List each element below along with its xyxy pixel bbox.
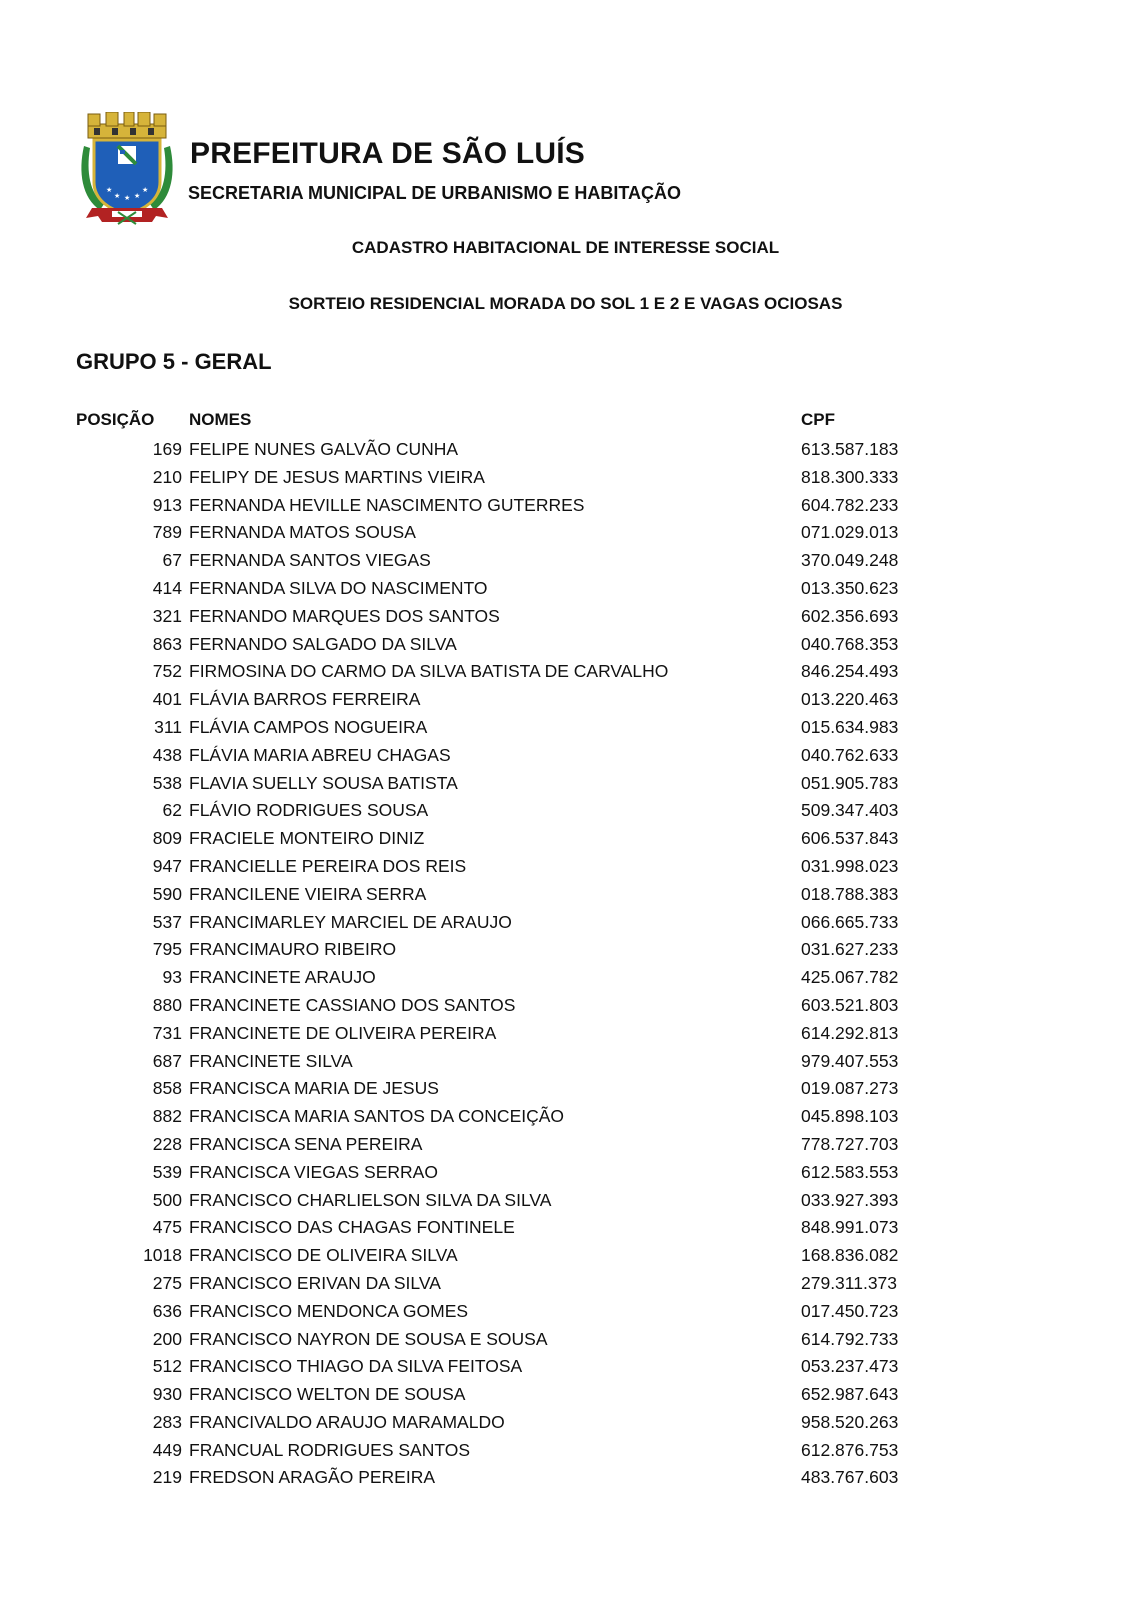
table-row: [0, 1437, 1131, 1465]
svg-text:★: ★: [124, 195, 131, 202]
row-name: FLÁVIA CAMPOS NOGUEIRA: [189, 716, 428, 737]
row-name: FRANCISCO MENDONCA GOMES: [189, 1300, 469, 1321]
row-cpf: 015.634.983: [801, 716, 899, 737]
table-row: [0, 964, 1131, 992]
row-cpf: 019.087.273: [801, 1078, 899, 1099]
row-cpf: 425.067.782: [801, 967, 899, 988]
row-name: FRANCISCA SENA PEREIRA: [189, 1133, 423, 1154]
row-position: 401: [152, 689, 182, 710]
row-cpf: 483.767.603: [801, 1467, 899, 1488]
row-position: 438: [152, 744, 182, 765]
row-cpf: 958.520.263: [801, 1411, 899, 1432]
row-cpf: 013.350.623: [801, 577, 899, 598]
row-name: FRANCINETE SILVA: [189, 1050, 353, 1071]
table-row: [0, 1159, 1131, 1187]
table-row: [0, 1270, 1131, 1298]
svg-text:★: ★: [106, 187, 113, 194]
row-name: FREDSON ARAGÃO PEREIRA: [189, 1467, 436, 1488]
table-row: [0, 1298, 1131, 1326]
row-name: FRANCILENE VIEIRA SERRA: [189, 883, 427, 904]
row-position: 636: [152, 1300, 182, 1321]
row-cpf: 033.927.393: [801, 1189, 899, 1210]
row-name: FRANCUAL RODRIGUES SANTOS: [189, 1439, 471, 1460]
table-row: [0, 631, 1131, 659]
row-name: FRANCISCO NAYRON DE SOUSA E SOUSA: [189, 1328, 548, 1349]
table-row: [0, 1187, 1131, 1215]
row-cpf: 045.898.103: [801, 1106, 899, 1127]
table-row: [0, 1214, 1131, 1242]
table-row: [0, 575, 1131, 603]
row-name: FRANCINETE DE OLIVEIRA PEREIRA: [189, 1022, 497, 1043]
row-position: 913: [152, 494, 182, 515]
row-cpf: 168.836.082: [801, 1245, 899, 1266]
row-name: FIRMOSINA DO CARMO DA SILVA BATISTA DE CARVALHO: [189, 661, 669, 682]
row-position: 283: [152, 1411, 182, 1432]
table-row: [0, 853, 1131, 881]
svg-text:★: ★: [134, 193, 141, 200]
row-name: FRANCISCA MARIA DE JESUS: [189, 1078, 439, 1099]
row-name: FRANCISCA VIEGAS SERRAO: [189, 1161, 438, 1182]
table-row: [0, 770, 1131, 798]
row-position: 210: [152, 466, 182, 487]
table-row: [0, 1048, 1131, 1076]
row-cpf: 370.049.248: [801, 550, 899, 571]
row-name: FELIPY DE JESUS MARTINS VIEIRA: [189, 466, 485, 487]
row-position: 219: [152, 1467, 182, 1488]
row-position: 789: [152, 522, 182, 543]
table-row: [0, 797, 1131, 825]
document-heading: CADASTRO HABITACIONAL DE INTERESSE SOCIAL: [351, 238, 780, 257]
table-row: [0, 909, 1131, 937]
row-position: 882: [152, 1106, 182, 1127]
table-row: [0, 1242, 1131, 1270]
row-position: 687: [152, 1050, 182, 1071]
table-row: [0, 492, 1131, 520]
page-subtitle: SECRETARIA MUNICIPAL DE URBANISMO E HABITAÇÃO: [188, 183, 682, 203]
row-cpf: 279.311.373: [801, 1272, 898, 1293]
row-cpf: 979.407.553: [801, 1050, 899, 1071]
table-row: [0, 547, 1131, 575]
row-position: 311: [154, 716, 182, 737]
row-position: 414: [152, 577, 182, 598]
table-row: [0, 1103, 1131, 1131]
table-row: [0, 1409, 1131, 1437]
table-row: [0, 1326, 1131, 1354]
row-cpf: 053.237.473: [801, 1356, 899, 1377]
row-position: 512: [152, 1356, 182, 1377]
row-cpf: 051.905.783: [801, 772, 899, 793]
row-name: FRANCISCO CHARLIELSON SILVA DA SILVA: [189, 1189, 552, 1210]
row-name: FLÁVIA BARROS FERREIRA: [189, 689, 421, 710]
row-name: FERNANDA MATOS SOUSA: [189, 522, 416, 543]
table-row: [0, 603, 1131, 631]
document-subheading: SORTEIO RESIDENCIAL MORADA DO SOL 1 E 2 E VAGAS OCIOSAS: [288, 294, 843, 313]
row-cpf: 071.029.013: [801, 522, 899, 543]
row-position: 67: [162, 550, 182, 571]
row-name: FRANCISCO THIAGO DA SILVA FEITOSA: [189, 1356, 523, 1377]
shield-icon: [94, 140, 160, 214]
row-cpf: 040.762.633: [801, 744, 899, 765]
table-row: [0, 686, 1131, 714]
row-cpf: 612.876.753: [801, 1439, 899, 1460]
row-position: 275: [152, 1272, 182, 1293]
row-name: FRANCIELLE PEREIRA DOS REIS: [189, 855, 467, 876]
table-row: [0, 519, 1131, 547]
row-position: 475: [152, 1217, 182, 1238]
row-position: 947: [152, 855, 182, 876]
row-position: 62: [162, 800, 182, 821]
row-position: 228: [152, 1133, 182, 1154]
row-cpf: 602.356.693: [801, 605, 899, 626]
row-name: FLÁVIO RODRIGUES SOUSA: [189, 800, 429, 821]
row-name: FRANCISCO DE OLIVEIRA SILVA: [189, 1245, 458, 1266]
row-cpf: 066.665.733: [801, 911, 899, 932]
row-position: 863: [152, 633, 182, 654]
table-row: [0, 1353, 1131, 1381]
row-name: FLAVIA SUELLY SOUSA BATISTA: [189, 772, 458, 793]
row-cpf: 613.587.183: [801, 439, 899, 459]
svg-text:★: ★: [114, 193, 121, 200]
table-row: [0, 825, 1131, 853]
row-name: FERNANDA SILVA DO NASCIMENTO: [189, 577, 488, 598]
row-cpf: 017.450.723: [801, 1300, 899, 1321]
row-cpf: 778.727.703: [801, 1133, 899, 1154]
row-position: 538: [152, 772, 182, 793]
table-row: [0, 1131, 1131, 1159]
table-row: [0, 1020, 1131, 1048]
row-name: FELIPE NUNES GALVÃO CUNHA: [189, 439, 459, 459]
column-header-position: POSIÇÃO: [76, 410, 155, 429]
row-name: FRANCIVALDO ARAUJO MARAMALDO: [189, 1411, 505, 1432]
column-header-name: NOMES: [189, 410, 252, 429]
row-cpf: 614.792.733: [801, 1328, 899, 1349]
row-name: FRANCISCO ERIVAN DA SILVA: [189, 1272, 441, 1293]
svg-text:★: ★: [142, 187, 149, 194]
row-name: FRANCISCO DAS CHAGAS FONTINELE: [189, 1217, 515, 1238]
row-position: 795: [152, 939, 182, 960]
row-cpf: 031.998.023: [801, 855, 899, 876]
table-row: [0, 992, 1131, 1020]
row-position: 880: [152, 994, 182, 1015]
row-cpf: 013.220.463: [801, 689, 899, 710]
row-position: 1018: [143, 1245, 182, 1266]
row-name: FRANCINETE CASSIANO DOS SANTOS: [189, 994, 516, 1015]
row-cpf: 018.788.383: [801, 883, 899, 904]
row-cpf: 604.782.233: [801, 494, 899, 515]
row-name: FRANCISCO WELTON DE SOUSA: [189, 1384, 466, 1405]
row-position: 93: [162, 967, 182, 988]
crown-icon: [88, 112, 166, 138]
table-row: [0, 742, 1131, 770]
group-heading: GRUPO 5 - GERAL: [76, 349, 272, 374]
row-cpf: 846.254.493: [801, 661, 899, 682]
row-position: 809: [152, 828, 182, 849]
table-row: [0, 1464, 1131, 1492]
table-row: [0, 881, 1131, 909]
table-row: [0, 1075, 1131, 1103]
row-name: FERNANDA HEVILLE NASCIMENTO GUTERRES: [189, 494, 585, 515]
row-cpf: 040.768.353: [801, 633, 899, 654]
row-cpf: 848.991.073: [801, 1217, 899, 1238]
row-cpf: 031.627.233: [801, 939, 899, 960]
row-name: FRACIELE MONTEIRO DINIZ: [189, 828, 425, 849]
row-position: 321: [152, 605, 182, 626]
row-position: 537: [152, 911, 182, 932]
table-row: [0, 1381, 1131, 1409]
table-row: [0, 658, 1131, 686]
row-cpf: 603.521.803: [801, 994, 899, 1015]
row-name: FRANCINETE ARAUJO: [189, 967, 376, 988]
row-cpf: 614.292.813: [801, 1022, 899, 1043]
row-name: FRANCIMARLEY MARCIEL DE ARAUJO: [189, 911, 512, 932]
row-name: FERNANDO SALGADO DA SILVA: [189, 633, 457, 654]
table-row: [0, 714, 1131, 742]
row-position: 200: [152, 1328, 182, 1349]
row-cpf: 818.300.333: [801, 466, 899, 487]
column-header-cpf: CPF: [801, 410, 835, 429]
row-name: FERNANDO MARQUES DOS SANTOS: [189, 605, 500, 626]
table-row: [0, 936, 1131, 964]
row-cpf: 652.987.643: [801, 1384, 899, 1405]
table-row: [0, 436, 1131, 464]
row-name: FRANCISCA MARIA SANTOS DA CONCEIÇÃO: [189, 1106, 565, 1127]
row-position: 449: [152, 1439, 182, 1460]
row-position: 858: [152, 1078, 182, 1099]
row-position: 731: [152, 1022, 182, 1043]
row-position: 590: [152, 883, 182, 904]
page-title: PREFEITURA DE SÃO LUÍS: [190, 137, 585, 170]
row-position: 169: [152, 439, 182, 459]
row-position: 539: [152, 1161, 182, 1182]
row-name: FERNANDA SANTOS VIEGAS: [189, 550, 431, 571]
city-coat-of-arms-icon: [78, 112, 176, 228]
results-table: [0, 436, 1131, 1492]
row-position: 500: [152, 1189, 182, 1210]
row-cpf: 606.537.843: [801, 828, 899, 849]
row-cpf: 509.347.403: [801, 800, 899, 821]
table-row: [0, 464, 1131, 492]
row-position: 752: [152, 661, 182, 682]
row-position: 930: [152, 1384, 182, 1405]
row-name: FLÁVIA MARIA ABREU CHAGAS: [189, 744, 451, 765]
row-name: FRANCIMAURO RIBEIRO: [189, 939, 397, 960]
row-cpf: 612.583.553: [801, 1161, 899, 1182]
